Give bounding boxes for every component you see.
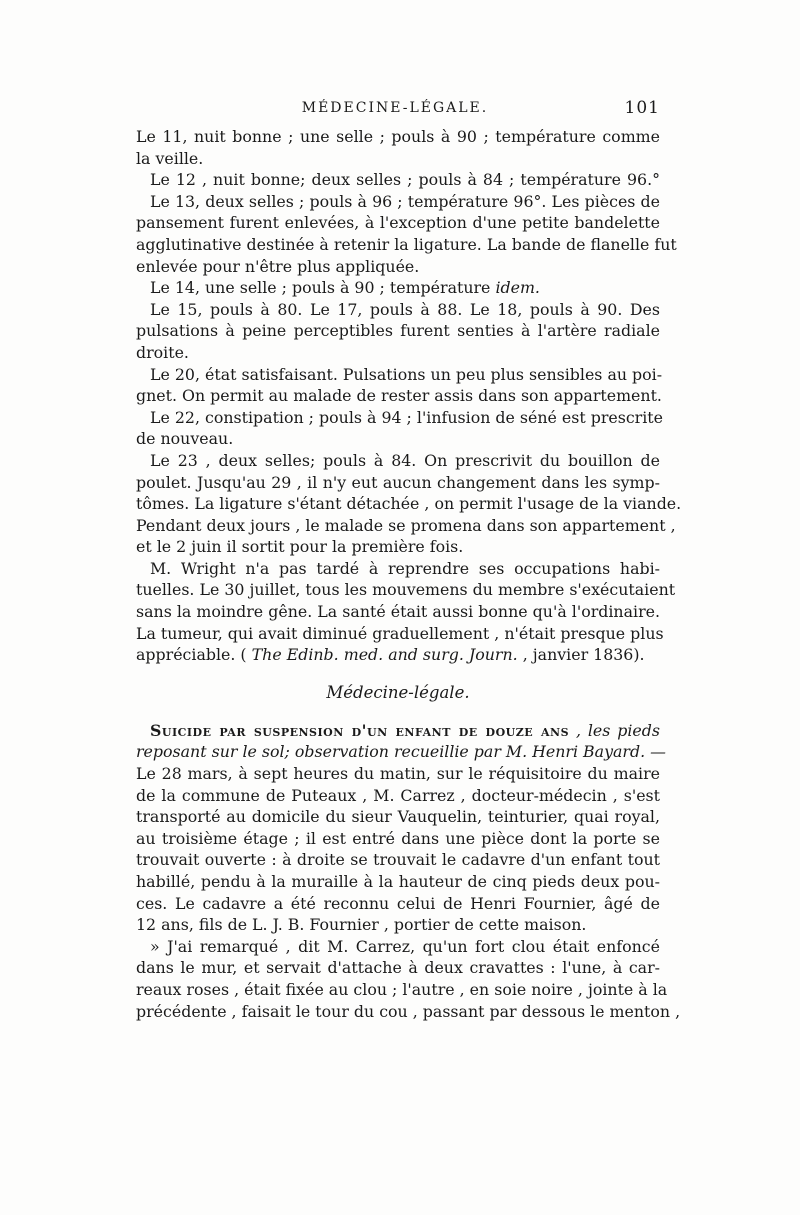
case-title: Suicide par suspension d'un enfant de douze ans — [150, 720, 570, 740]
journal-title: The Edinb. med. and surg. Journ. — [251, 645, 518, 665]
text-line: et le 2 juin il sortit pour la première fois. — [136, 537, 464, 557]
text-line — [136, 277, 660, 299]
text-line: précédente , faisait le tour du cou , passant par dessous le menton , — [136, 1001, 681, 1021]
case-title-line — [136, 741, 666, 763]
text-line: Le 28 mars, à sept heures du matin, sur le réquisitoire du maire — [136, 764, 660, 784]
text-line: poulet. Jusqu'au 29 , il n'y eut aucun changement dans les symp- — [136, 472, 660, 492]
text-line: de la commune de Puteaux , M. Carrez , docteur-médecin , s'est — [136, 785, 660, 805]
text-line: gnet. On permit au malade de rester assis dans son appartement. — [136, 386, 662, 406]
case-title-line — [136, 720, 660, 742]
text-line: sans la moindre gêne. La santé était aussi bonne qu'à l'ordinaire. — [136, 602, 660, 622]
text-line: Le 23 , deux selles; pouls à 84. On prescrivit du bouillon de — [150, 450, 660, 470]
text-span: Le 14, une selle ; pouls à 90 ; température — [150, 278, 496, 298]
section-heading: Médecine-légale. — [326, 682, 470, 702]
text-line: » J'ai remarqué , dit M. Carrez, qu'un fort clou était enfoncé — [150, 936, 660, 956]
text-line: tuelles. Le 30 juillet, tous les mouvemens du membre s'exécutaient — [136, 580, 676, 600]
page-header — [130, 98, 660, 122]
running-head: MÉDECINE-LÉGALE. — [301, 100, 489, 116]
text-line: ces. Le cadavre a été reconnu celui de Henri Fournier, âgé de — [136, 893, 660, 913]
text-line: Le 13, deux selles ; pouls à 96 ; température 96°. Les pièces de — [150, 191, 660, 211]
text-line: transporté au domicile du sieur Vauquelin, teinturier, quai royal, — [136, 807, 660, 827]
text-line: Le 12 , nuit bonne; deux selles ; pouls à 84 ; température 96.° — [150, 170, 660, 190]
text-line: M. Wright n'a pas tardé à reprendre ses occupations habi- — [150, 558, 660, 578]
italic-text: reposant sur le sol; observation recueillie par M. Henri Bayard. — — [136, 742, 666, 762]
text-line: Le 15, pouls à 80. Le 17, pouls à 88. Le 18, pouls à 90. Des — [150, 299, 660, 319]
text-line: droite. — [136, 342, 189, 362]
page-number: 101 — [624, 98, 660, 118]
text-line: reaux roses , était fixée au clou ; l'autre , en soie noire , jointe à la — [136, 979, 668, 999]
text-line: Pendant deux jours , le malade se promena dans son appartement , — [136, 515, 676, 535]
italic-text: idem. — [495, 278, 540, 298]
text-line: pulsations à peine perceptibles furent senties à l'artère radiale — [136, 321, 660, 341]
text-line: dans le mur, et servait d'attache à deux cravattes : l'une, à car- — [136, 958, 660, 978]
text-line: trouvait ouverte : à droite se trouvait le cadavre d'un enfant tout — [136, 850, 660, 870]
text-line: habillé, pendu à la muraille à la hauteur de cinq pieds deux pou- — [136, 872, 660, 891]
italic-text: , les pieds — [575, 720, 660, 740]
text-line: de nouveau. — [136, 429, 234, 449]
text-line: Le 20, état satisfaisant. Pulsations un peu plus sensibles au poi- — [150, 364, 663, 384]
text-line: Le 22, constipation ; pouls à 94 ; l'infusion de séné est prescrite — [150, 407, 663, 427]
text-line: au troisième étage ; il est entré dans une pièce dont la porte se — [136, 828, 660, 848]
text-line: la veille. — [136, 148, 204, 168]
body-text — [136, 126, 682, 1022]
text-line: pansement furent enlevées, à l'exception d'une petite bandelette — [136, 213, 660, 233]
text-line: agglutinative destinée à retenir la ligature. La bande de flanelle fut — [136, 234, 677, 254]
text-span: appréciable. ( — [136, 645, 252, 665]
text-line: tômes. La ligature s'étant détachée , on permit l'usage de la viande. — [136, 494, 682, 514]
text-span: , janvier 1836). — [517, 645, 645, 665]
text-line: Le 11, nuit bonne ; une selle ; pouls à 90 ; température comme — [136, 127, 660, 146]
text-line: La tumeur, qui avait diminué graduellement , n'était presque plus — [136, 623, 664, 643]
citation-line — [136, 644, 660, 666]
text-line: enlevée pour n'être plus appliquée. — [136, 256, 420, 276]
text-line: 12 ans, fils de L. J. B. Fournier , portier de cette maison. — [136, 915, 587, 935]
